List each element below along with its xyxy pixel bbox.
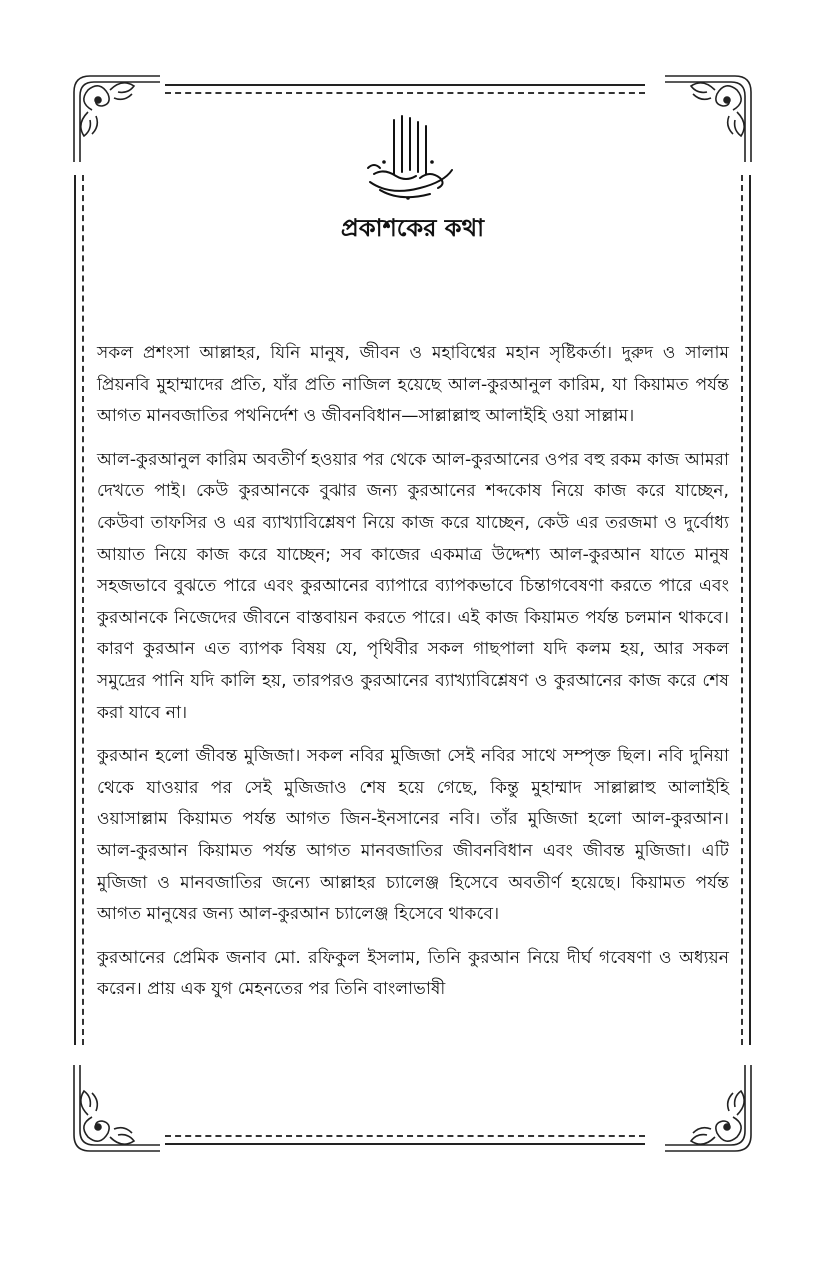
frame-left-line [74, 175, 76, 1045]
frame-top-line [165, 84, 645, 86]
ornament-corner-top-left-icon [70, 72, 165, 167]
frame-bottom-dashed-line [165, 1135, 645, 1137]
ornament-corner-top-right-icon [660, 72, 755, 167]
paragraph-3: কুরআন হলো জীবন্ত মুজিজা। সকল নবির মুজিজা সেই নবির সাথে সম্পৃক্ত ছিল। নবি দুনিয়া থেকে যাওয়ার পর সেই মুজিজাও শেষ হয়ে গেছে, কিন্তু মুহাম্মাদ সাল্লাল্লাহু আলাইহি ওয়াসাল্লাম কিয়ামত পর্যন্ত আগত জিন-ইনসানের নবি। তাঁর মুজিজা হলো আল-কুরআন। আল-কুরআন কিয়ামত পর্যন্ত আগত মানবজাতির জীবনবিধান এবং জীবন্ত মুজিজা। এটি মুজিজা ও মানবজাতির জন্যে আল্লাহর চ্যালেঞ্জ হিসেবে অবতীর্ণ হয়েছে। কিয়ামত পর্যন্ত আগত মানুষের জন্য আল-কুরআন চ্যালেঞ্জ হিসেবে থাকবে। [97, 746, 729, 925]
frame-top-dashed-line [165, 92, 645, 94]
frame-right-dashed-line [741, 175, 743, 1045]
frame-bottom-line [165, 1143, 645, 1145]
page-title: প্রকাশকের কথা [340, 214, 485, 242]
paragraph-2: আল-কুরআনুল কারিম অবতীর্ণ হওয়ার পর থেকে আল-কুরআনের ওপর বহু রকম কাজ আমরা দেখতে পাই। কেউ কুরআনকে বুঝার জন্য কুরআনের শব্দকোষ নিয়ে কাজ করে যাচ্ছেন, কেউবা তাফসির ও এর ব্যাখ্যাবিশ্লেষণ নিয়ে কাজ করে যাচ্ছেন, কেউ এর তরজমা ও দুর্বোধ্য আয়াত নিয়ে কাজ করে যাচ্ছেন; সব কাজের একমাত্র উদ্দেশ্য আল-কুরআন যাতে মানুষ সহজভাবে বুঝতে পারে এবং কুরআনের ব্যাপারে ব্যাপকভাবে চিন্তাগবেষণা করতে পারে এবং কুরআনকে নিজেদের জীবনে বাস্তবায়ন করতে পারে। এই কাজ কিয়ামত পর্যন্ত চলমান থাকবে। কারণ কুরআন এত ব্যাপক বিষয় যে, পৃথিবীর সকল গাছপালা যদি কলম হয়, আর সকল সমুদ্রের পানি যদি কালি হয়, তারপরও কুরআনের ব্যাখ্যাবিশ্লেষণ ও কুরআনের কাজ করে শেষ করা যাবে না। [97, 449, 729, 723]
body-text [97, 338, 729, 1018]
frame-right-line [749, 175, 751, 1045]
ornament-corner-bottom-right-icon [660, 1060, 755, 1155]
bismillah-calligraphy-icon [360, 112, 460, 202]
paragraph-4: কুরআনের প্রেমিক জনাব মো. রফিকুল ইসলাম, তিনি কুরআন নিয়ে দীর্ঘ গবেষণা ও অধ্যয়ন করেন। প্রায় এক যুগ মেহনতের পর তিনি বাংলাভাষী [97, 947, 729, 1000]
frame-left-dashed-line [82, 175, 84, 1045]
paragraph-1: সকল প্রশংসা আল্লাহর, যিনি মানুষ, জীবন ও মহাবিশ্বের মহান সৃষ্টিকর্তা। দুরুদ ও সালাম প্রিয়নবি মুহাম্মাদের প্রতি, যাঁর প্রতি নাজিল হয়েছে আল-কুরআনুল কারিম, যা কিয়ামত পর্যন্ত আগত মানবজাতির পথনির্দেশ ও জীবনবিধান—সাল্লাল্লাহু আলাইহি ওয়া সাল্লাম। [97, 343, 729, 427]
ornament-corner-bottom-left-icon [70, 1060, 165, 1155]
